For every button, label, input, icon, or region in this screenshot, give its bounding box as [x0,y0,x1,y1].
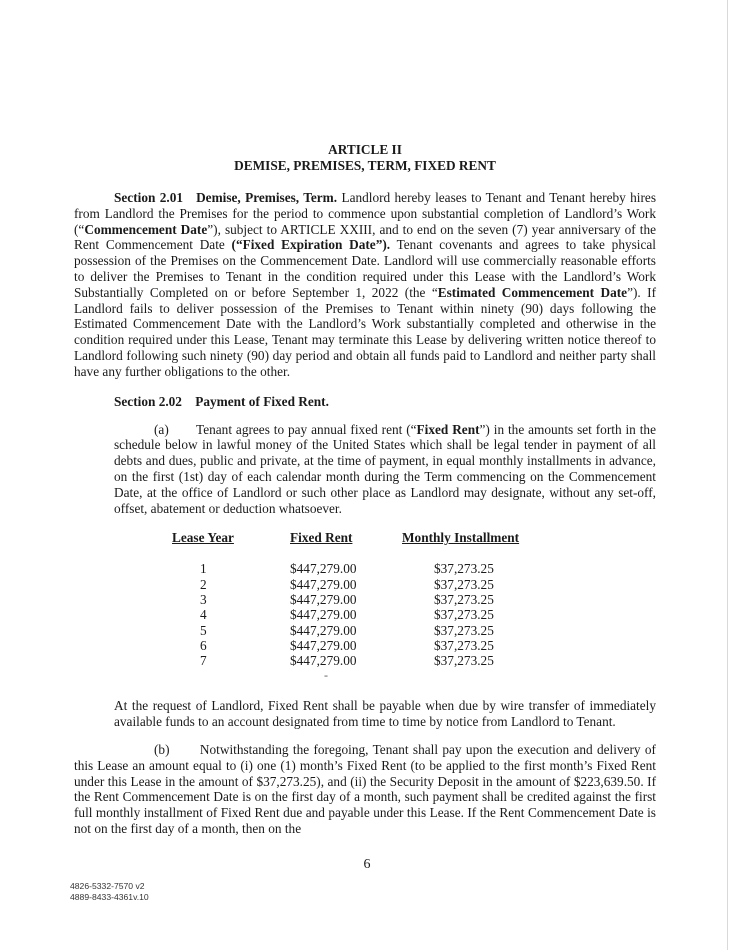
s201-bold-3: Estimated Commencement Date [437,284,628,300]
page-number: 6 [363,857,371,872]
para-b-text: Notwithstanding the foregoing, Tenant shall pay upon the execution and delivery of this Lease an amount equal to (i) one (1) month’s Fixed Rent (to be applied to the first month’s Fixed Rent under this Lease in the amount of $37,273.25), and (ii) the Security Deposit in the amount of $223,639.50. If the Rent Commencement Date is on the first day of a month, such payment shall be credited against the first full monthly installment of Fixed Rent due and payable under this Lease. If the Rent Commencement Date is not on the first day of a month, then on the [74,742,656,836]
cell-monthly-installment: $37,273.25 [434,653,494,669]
stray-mark: - [324,668,328,683]
table-row [172,638,542,653]
paragraph-a [114,422,656,517]
cell-lease-year: 7 [200,653,207,669]
document-body [74,0,656,837]
paragraph-b [74,742,656,837]
cell-fixed-rent: $447,279.00 [290,622,357,638]
cell-fixed-rent: $447,279.00 [290,561,357,577]
cell-fixed-rent: $447,279.00 [290,607,357,623]
cell-fixed-rent: $447,279.00 [290,576,357,592]
page-edge-line [727,0,728,950]
s201-text-3: Tenant covenants and agrees to take physical possession of the Premises on the Commencement Date. Landlord will use commercially reasonable efforts to deliver the Premises to Tenant in the condition required under this Lease with the Landlord’s Work Substantially Completed on or before September 1, 2022 (the “ [74,237,656,300]
para-a-text-1: Tenant agrees to pay annual fixed rent (“ [196,421,417,437]
para-a-bold: Fixed Rent [416,421,480,437]
cell-lease-year: 6 [200,637,207,653]
cell-lease-year: 2 [200,576,207,592]
s201-text-1: Landlord hereby leases to Tenant and Tenant hereby hires from Landlord the Premises for the period to commence upon substantial completion of Landlord’s Work (“ [74,190,656,237]
cell-lease-year: 5 [200,622,207,638]
cell-fixed-rent: $447,279.00 [290,653,357,669]
section-2-01-number: Section 2.01 [114,190,183,205]
cell-lease-year: 4 [200,607,207,623]
table-row [172,607,542,622]
document-footer [70,881,149,903]
header-lease-year: Lease Year [172,530,234,546]
table-row [172,653,542,668]
s201-bold-1: Commencement Date [84,221,208,237]
table-row [172,561,542,576]
s201-text-2: ”), subject to ARTICLE XXIII, and to end on the seven (7) year anniversary of the Rent Commencement Date [74,221,656,253]
cell-monthly-installment: $37,273.25 [434,607,494,623]
cell-monthly-installment: $37,273.25 [434,591,494,607]
cell-fixed-rent: $447,279.00 [290,591,357,607]
table-row [172,623,542,638]
cell-monthly-installment: $37,273.25 [434,637,494,653]
section-2-01-heading: Demise, Premises, Term. [196,190,338,205]
header-monthly-installment: Monthly Installment [402,530,520,546]
cell-lease-year: 3 [200,591,207,607]
article-subtitle: DEMISE, PREMISES, TERM, FIXED RENT [234,158,496,173]
cell-monthly-installment: $37,273.25 [434,561,494,577]
cell-fixed-rent: $447,279.00 [290,637,357,653]
section-2-01-paragraph [74,190,656,380]
cell-lease-year: 1 [200,561,207,577]
footer-doc-id-2: 4889-8433-4361v.10 [70,892,149,902]
para-a-label: (a) [154,421,169,437]
table-row [172,577,542,592]
table-row [172,592,542,607]
table-header-row [172,530,542,561]
section-2-02-heading: Section 2.02 Payment of Fixed Rent. [114,393,329,409]
footer-doc-id-1: 4826-5332-7570 v2 [70,881,145,891]
para-a-text-2: ”) in the amounts set forth in the schedule below in lawful money of the United States which shall be legal tender in payment of all debts and dues, public and private, at the time of payment, in equal monthly installments in advance, on the first (1st) day of each calendar month during the Term commencing on the Commencement Date, at the office of Landlord or such other place as Landlord may designate, without any set-off, offset, abatement or deduction whatsoever. [114,421,656,516]
article-title: ARTICLE II [328,142,402,157]
s201-text-4: ”). If Landlord fails to deliver possession of the Premises to Tenant within ninety (90) days following the Estimated Commencement Date with the Landlord’s Work substantially completed and otherwise in the condition required under this Lease, Tenant may terminate this Lease by delivering written notice thereof to Landlord following such ninety (90) day period and obtain all funds paid to Landlord and neither party shall have any further obligations to the other. [74,284,656,379]
para-b-label: (b) [154,742,170,758]
s201-bold-2: (“Fixed Expiration Date”). [231,237,391,253]
after-table-paragraph: At the request of Landlord, Fixed Rent shall be payable when due by wire transfer of immediately available funds to an account designated from time to time by notice from Landlord to Tenant. [114,698,656,730]
header-fixed-rent: Fixed Rent [290,530,353,546]
cell-monthly-installment: $37,273.25 [434,622,494,638]
rent-schedule-table [172,530,542,668]
cell-monthly-installment: $37,273.25 [434,576,494,592]
